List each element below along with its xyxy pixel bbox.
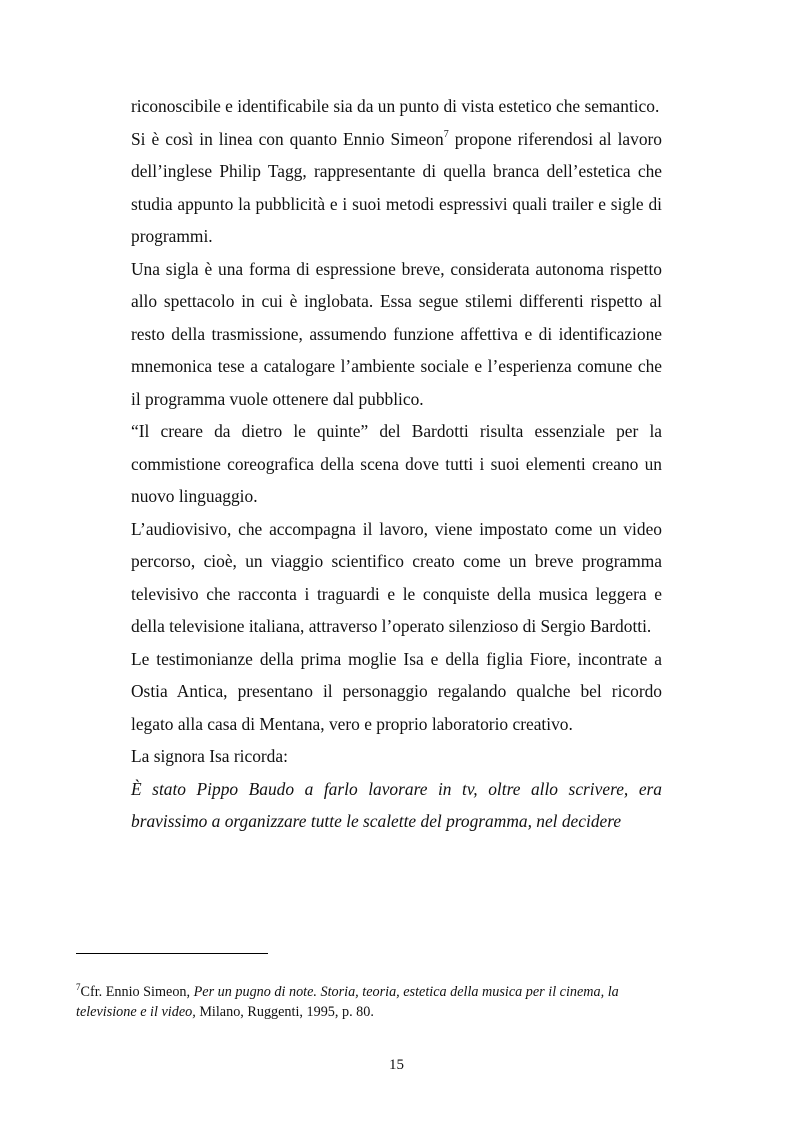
paragraph: Una sigla è una forma di espressione breve, considerata autonoma rispetto allo spettacolo in cui è inglobata. Essa segue stilemi differenti rispetto al resto della trasmissione, assumendo funzione affettiva e di identificazione mnemonica tese a catalogare l’ambiente sociale e l’esperienza comune che il programma vuole ottenere dal pubblico.: [131, 258, 662, 409]
page-number: 15: [389, 1057, 404, 1073]
footnote-title: Per un pugno di note. Storia, teoria, estetica della musica per il cinema, la televisione e il video,: [76, 984, 619, 1020]
paragraph: L’audiovisivo, che accompagna il lavoro, viene impostato come un video percorso, cioè, un viaggio scientifico creato come un breve programma televisivo che racconta i traguardi e le conquiste della musica leggera e della televisione italiana, attraverso l’operato silenzioso di Sergio Bardotti.: [131, 518, 662, 636]
paragraph-with-footnote-ref: [131, 123, 662, 253]
footnote: [76, 978, 662, 1022]
paragraph: Le testimonianze della prima moglie Isa e della figlia Fiore, incontrate a Ostia Antica, presentano il personaggio regalando qualche bel ricordo legato alla casa di Mentana, vero e proprio laboratorio creativo.: [131, 648, 662, 734]
footnote-number: 7: [76, 982, 81, 992]
quote-text: È stato Pippo Baudo a farlo lavorare in tv, oltre allo scrivere, era bravissimo a organizzare tutte le scalette del programma, nel decidere: [131, 778, 662, 831]
paragraph-text: Si è così in linea con quanto Ennio Simeon: [131, 128, 444, 149]
footnote-lead: Cfr. Ennio Simeon,: [80, 984, 194, 1000]
italic-quote: [131, 773, 662, 838]
paragraph: La signora Isa ricorda:: [131, 746, 288, 766]
footnote-reference[interactable]: 7: [443, 128, 449, 140]
paragraph-text: propone riferendosi al lavoro dell’inglese Philip Tagg, rappresentante di quella branca dell’estetica che studia appunto la pubblicità e i suoi metodi espressivi quali trailer e sigle di programmi.: [131, 128, 663, 246]
footnote-tail: Milano, Ruggenti, 1995, p. 80.: [195, 1003, 374, 1020]
paragraph: “Il creare da dietro le quinte” del Bardotti risulta essenziale per la commistione coreografica della scena dove tutti i suoi elementi creano un nuovo linguaggio.: [131, 421, 662, 506]
body-text: [131, 90, 662, 838]
footnote-separator: [76, 953, 268, 954]
paragraph: riconoscibile e identificabile sia da un punto di vista estetico che semantico.: [131, 96, 660, 116]
